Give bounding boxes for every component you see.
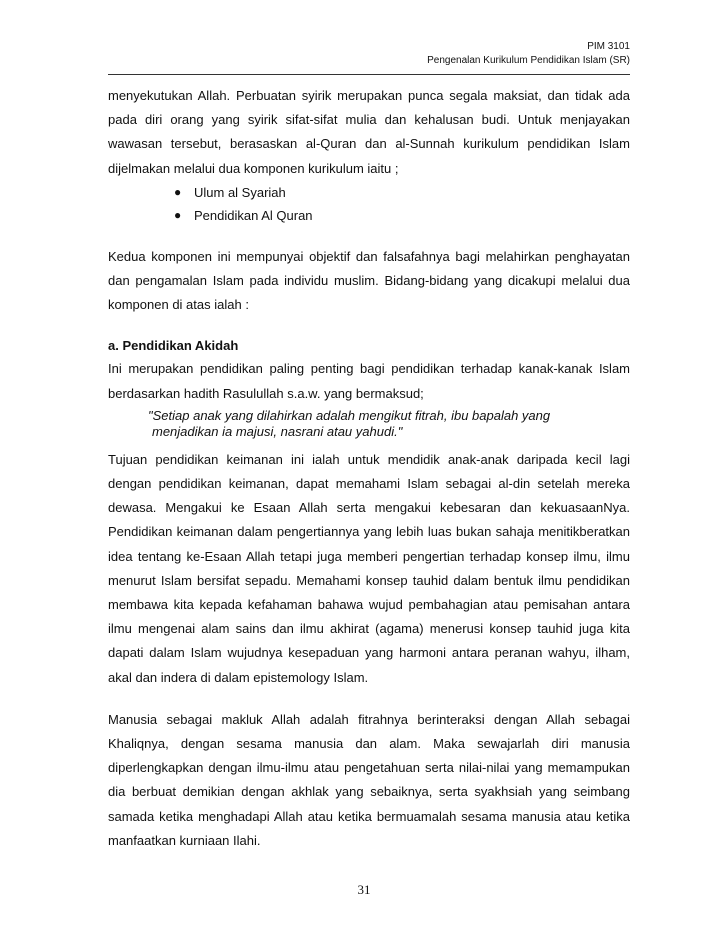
list-item	[108, 204, 630, 227]
section-heading: a. Pendidikan Akidah	[108, 338, 239, 354]
course-title: Pengenalan Kurikulum Pendidikan Islam (SR)	[427, 55, 630, 66]
paragraph-5: Manusia sebagai makluk Allah adalah fitrahnya berinteraksi dengan Allah sebagai Khaliqnya, dengan sesama manusia dan alam. Maka sewajarlah diri manusia diperlengkapkan dengan ilmu-ilmu atau pengetahuan serta nilai-nilai yang memampukan dia berbuat demikian dengan akhlak yang sebaiknya, serta syakhsiah yang seimbang samada ketika menghadapi Allah atau ketika bermuamalah sesama manusia atau ketika manfaatkan kurniaan Ilahi.	[108, 711, 630, 848]
list-item-label: Ulum al Syariah	[194, 184, 286, 200]
bullet-icon: ●	[174, 207, 182, 222]
paragraph-3: Ini merupakan pendidikan paling penting bagi pendidikan terhadap kanak-kanak Islam berdasarkan hadith Rasulullah s.a.w. yang bermaksud;	[108, 361, 630, 401]
paragraph-2: Kedua komponen ini mempunyai objektif dan falsafahnya bagi melahirkan penghayatan dan pengamalan Islam pada individu muslim. Bidang-bidang yang dicakupi melalui dua komponen di atas ialah :	[108, 248, 630, 313]
header-divider	[108, 74, 630, 75]
page-number: 31	[357, 882, 371, 897]
hadith-quote	[108, 406, 630, 448]
quote-line-1: "Setiap anak yang dilahirkan adalah mengikut fitrah, ibu bapalah yang	[148, 407, 551, 423]
bullet-list	[108, 181, 630, 227]
list-item-label: Pendidikan Al Quran	[194, 207, 313, 223]
quote-line-2: menjadikan ia majusi, nasrani atau yahudi."	[152, 423, 403, 439]
page-header	[230, 40, 630, 68]
page-body	[108, 84, 630, 853]
paragraph-4: Tujuan pendidikan keimanan ini ialah untuk mendidik anak-anak daripada kecil lagi dengan pendidikan keimanan, dapat memahami Islam sebagai al-din setelah mereka dewasa. Mengakui ke Esaan Allah serta mengakui kebesaran dan kekuasaanNya. Pendidikan keimanan dalam pengertiannya yang lebih luas bukan sahaja menitikberatkan idea tentang ke-Esaan Allah tetapi juga memberi pengertian terhadap konsep ilmu, ilmu menurut Islam bersifat sepadu. Memahami konsep tauhid dalam bentuk ilmu pendidikan membawa kita kepada kefahaman bahawa wujud pembahagian atau pemisahan antara ilmu mengenai alam sains dan ilmu akhirat (agama) menerusi konsep tauhid juga kita dapati dalam Islam wujudnya kesepaduan yang harmoni antara peranan wahyu, ilham, akal dan indera di dalam epistemology Islam.	[108, 451, 630, 685]
course-code: PIM 3101	[587, 41, 630, 52]
list-item	[108, 181, 630, 204]
bullet-icon: ●	[174, 184, 182, 199]
paragraph-1: menyekutukan Allah. Perbuatan syirik merupakan punca segala maksiat, dan tidak ada pada diri orang yang syirik sifat-sifat mulia dan kehalusan budi. Untuk menjayakan wawasan tersebut, berasaskan al-Quran dan al-Sunnah kurikulum pendidikan Islam dijelmakan melalui dua komponen kurikulum iaitu ;	[108, 88, 630, 176]
